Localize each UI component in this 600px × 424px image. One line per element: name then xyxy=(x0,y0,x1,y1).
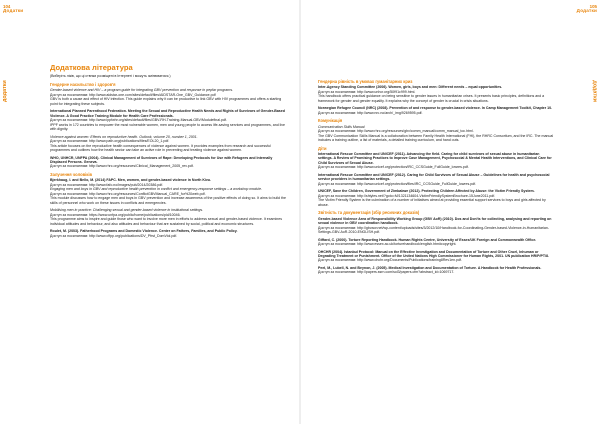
reference-link[interactable]: Доступ за посиланням: http://www.ippfwhr.org/sites/default/files/GBV-RH-Training-Manual-GBV/Modulefinal.pdf. xyxy=(50,118,227,123)
reference-entry xyxy=(318,250,554,263)
reference-entry xyxy=(50,135,286,153)
edge-tab-left: додатки xyxy=(2,80,8,102)
reference-citation: Roulet, M. (2003). Fatherhood Programs and Domestic Violence. Center on Fathers, Families, and Public Policy. xyxy=(50,229,238,234)
reference-link[interactable]: Доступ за посиланням: http://www.unicef.org/protection/IRC_CCSGuide_FullGuide_lowres.pdf. xyxy=(318,165,469,170)
section-heading: Діти xyxy=(318,145,327,151)
reference-entry xyxy=(50,229,286,238)
reference-entry xyxy=(318,173,554,186)
reference-entry xyxy=(50,88,286,106)
reference-link[interactable]: Доступ за посиланням: http://www.nrc.no/arch/_img/9269595.pdf. xyxy=(318,110,423,115)
lead-note: (Виберіть ліків, що ці ствнки розміщені в Інтернеті і можуть змінюватися.) xyxy=(50,73,171,78)
reference-citation: Gender-based violence and HIV – a program guide for integrating GBV prevention and response in pepfar programs. xyxy=(50,88,234,93)
reference-entry xyxy=(318,152,554,170)
reference-entry xyxy=(50,156,286,169)
section-heading: Комунікація xyxy=(318,118,343,124)
reference-citation: UNICEF, Save the Children, Government of Zimbabwe (2012). Protecting Children Affected by Abuse: the Victim Friendly System. xyxy=(318,189,535,194)
right-sections xyxy=(318,79,554,275)
reference-link[interactable]: Доступ за посиланням: http://www.ohchr.org/Documents/Publications/training8Rev1en.pdf. xyxy=(318,258,462,263)
edge-tab-right: додатки xyxy=(592,80,598,102)
reference-entry xyxy=(318,106,554,115)
reference-link[interactable]: Доступ за посиланням: http://www.unicef.org/protection/files/IRC_CCSGuide_FullGuide_lowres.pdf. xyxy=(318,181,477,186)
reference-citation: Mobilising men in practice: Challenging sexual and gender-based violence in institutional settings. xyxy=(50,208,204,213)
reference-description: The GBV Communication Skills Manual is a collaboration between Family Health International (FHI), the RHRC Consortium, and the IRC. The manual includes a training outline, a list of materials, a detailed training curriculum, and hand outs. xyxy=(318,133,554,143)
reference-description: GBV is both a cause and effect of HIV infection. This guide explains why it can be productive to link GBV with HIV programmes and offers a starting point for integrating these subjects. xyxy=(50,97,282,106)
page-number-left: 104 xyxy=(3,4,11,9)
reference-entry xyxy=(318,266,554,275)
section-heading: Звітність та документація (збір ресичних доказів) xyxy=(318,210,420,216)
reference-citation: Bjerkhaug, I. and Bello, M. (2014) FAPC. Men, women, and gender-based violence in North Kivu. xyxy=(50,178,212,183)
section-heading: Залучення чоловіків xyxy=(50,171,92,177)
reference-citation: Violence against women: Effects on reproductive health. Outlook, volume 20, number 1, 2001. xyxy=(50,134,198,139)
reference-entry xyxy=(50,178,286,205)
running-header-left: Додатки xyxy=(3,8,24,13)
reference-citation: Gender-based Violence Area of Responsibility Working Group (GBV AoR) (2010). Dos and Don'ts for collecting, analysing and reporting on sexual violence in GBV coordination handbook. xyxy=(318,216,552,226)
reference-link[interactable]: Доступ за посиланням: https://www.unfpa.org/public/home/publications/pid/10046. xyxy=(50,212,181,217)
reference-link[interactable]: Доступ за посиланням: http://www.rhrc.org/resources/ConflictGBVManual_CARE_for%20web.pdf. xyxy=(50,191,206,196)
left-column xyxy=(50,63,286,241)
reference-description: This article focuses on the reproductive health consequences of violence against women. It provides examples from research and successful programmes and outlines how the health sector can take an active role in preventing and treating violence against women. xyxy=(50,143,271,152)
left-sections xyxy=(50,82,286,238)
reference-description: IPPF works in 172 countries to empower the most vulnerable women, men and young people to access life-saving services and programmes, and live with dignity. xyxy=(50,122,286,132)
reference-citation: Communication Skills Manual xyxy=(318,124,365,129)
reference-link[interactable]: Доступ за посиланням: http://gbvaor.net/wp-content/uploads/sites/3/2012/10/Handbook-for-Coordinating-Gender-based-Violence-in-Humanitarian-Settings-GBV-AoR-2010-ENGLISH.pdf. xyxy=(318,225,550,234)
running-header-right: Додатки xyxy=(576,8,597,13)
reference-link[interactable]: Доступ за посиланням: http://www.rhrc.org/resources/Clinical_Management_2005_rev.pdf. xyxy=(50,164,194,169)
reference-link[interactable]: Доступ за посиланням: http://www.rhrc.org/resources/gbv/comm_manual/comm_manual_toc.html. xyxy=(318,129,474,134)
reference-link[interactable]: Доступ за посиланням: http://www.aidstar-one.com/sites/default/files/AIDSTAR-One_GBV_Guidance.pdf xyxy=(50,92,216,97)
reference-entry xyxy=(318,189,554,207)
reference-citation: Norwegian Refugee Council (NRC) (2008). Prevention of and response to gender-based violence. In Camp Management Toolkit, Chapter 10. xyxy=(318,106,553,111)
reference-link[interactable]: Доступ за посиланням: http://www.cffpp.org/publications/DV_Pfrst_DomViol.pdf. xyxy=(50,233,178,238)
reference-entry xyxy=(318,238,554,247)
page-number-right: 105 xyxy=(589,4,597,9)
reference-citation: OHCHR (2004). Istanbul Protocol: Manual on the Effective Investigation and Documentation of Torture and Other Cruel, Inhuman or Degrading Treatment or Punishment. Office of the United Nations High Commissioner for Human Rights, 2001. UN publication HR/P/PT/8. xyxy=(318,249,549,258)
reference-link[interactable]: Доступ за посиланням: http://www.fafo.no/images/pub/2014/20386.pdf. xyxy=(50,182,164,187)
reference-link[interactable]: Доступ за посиланням: http://papers.ssrn.com/sol3/papers.cfm?abstract_id=1069717. xyxy=(318,270,455,275)
reference-link[interactable]: Доступ за посиланням: http://shtyles.net/?goto=M/1321134604-VictimFriendlySystemBrochure-15June2011.pdf. xyxy=(318,193,496,198)
reference-entry xyxy=(318,217,554,235)
reference-entry xyxy=(318,85,554,103)
reference-description: This module discusses how to engage men and boys in GBV prevention and increase awareness of the positive effects of doing so. It aims to build the skills of personnel who work on these issues in conflicts and emergencies. xyxy=(50,196,286,205)
section-heading: Гендерне насильство і здоров'я xyxy=(50,81,116,87)
reference-citation: International Rescue Committee and UNICEF (2011). Advancing the field. Caring for child survivors of sexual abuse in humanitarian settings. A Review of Promising Practices to Improve Case Management, Psychosocial & Mental Health Interventions, and Clinical Care for Child Survivors of Sexual Abuse. xyxy=(318,151,552,165)
reference-citation: International Rescue Committee and UNICEF (2012). Caring for Child Survivors of Sexual Abuse – Guidelines for health and psychosocial service providers in humanitarian settings. xyxy=(318,172,550,182)
reference-citation: Inter-Agency Standing Committee (2006). Women, girls, boys and men: Different needs – equal opportunities. xyxy=(318,85,503,90)
reference-description: This programme aims to inspire and guide those who want to involve more men in efforts to address sexual and gender-based violence. It examines individual attitudes and behaviour, and also attitudes and behaviour that are sustained by social, political and economic structures. xyxy=(50,217,282,226)
page-title: Додаткова література xyxy=(50,63,133,72)
reference-citation: International Planned Parenthood Federation. Meeting the Sexual and Reproductive Health Needs and Rights of Survivors of Gender-Based Violence. A Good Practice Training Module for Health Care Professionals. xyxy=(50,109,285,118)
reference-link[interactable]: Доступ за посиланням: http://www.path.org/publications/files/EOL20_1.pdf. xyxy=(50,139,170,144)
reference-description: This handbook offers practical guidance on being sensitive to gender issues in humanitarian crises. It presents basic principles, definitions and a framework for gender and gender equality. It explains why the concept of gender is crucial in crisis situations. xyxy=(318,94,545,103)
reference-entry xyxy=(318,125,554,143)
reference-citation: Peel, M., Lubell, N. and Beynon, J. (2005). Medical Investigation and Documentation of Torture. A Handbook for Health Professionals. xyxy=(318,266,542,270)
reference-citation: WHO, UNHCR, UNFPA (2004). Clinical Management of Survivors of Rape: Developing Protocols for Use with Refugees and Internally Displaced Persons. Geneva. xyxy=(50,155,273,164)
reference-citation: Engaging men and boys in GBV and reproductive health prevention in conflict and emergency-response settings – a workshop module. xyxy=(50,187,262,192)
reference-entry xyxy=(50,208,286,226)
reference-link[interactable]: Доступ за посиланням: http://www.unhcr.org/50f91c999.html. xyxy=(318,89,416,94)
right-column xyxy=(318,76,554,278)
reference-entry xyxy=(50,109,286,131)
section-heading: Гендерна рівність в умовах гуманітарних криз xyxy=(318,79,413,84)
reference-link[interactable]: Доступ за посиланням: http://www.essex.ac.uk/torturehandbook/english.htm#copyright. xyxy=(318,242,457,246)
reference-citation: Giffard, C. (2000). Torture Reporting Handbook. Human Rights Centre, University of Essex/UK Foreign and Commonwealth Office. xyxy=(318,237,537,242)
spine-divider xyxy=(299,0,301,424)
reference-description: The Victim Friendly System is the culmination of a number of initiatives aimed at providing essential support services to boys and girls affected by abuse. xyxy=(318,198,546,207)
